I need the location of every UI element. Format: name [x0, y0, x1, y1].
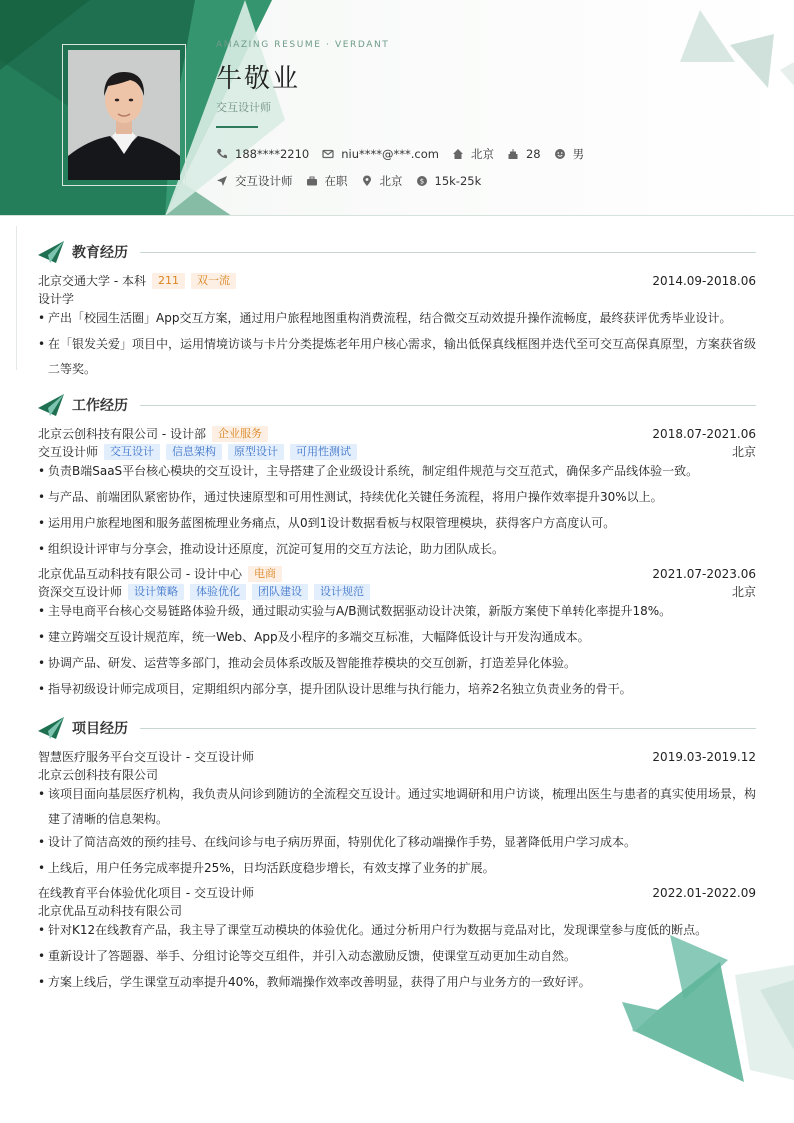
gender-item [554, 146, 585, 162]
skill-tag: 设计策略 [128, 584, 184, 600]
gender-text: 男 [572, 147, 585, 161]
briefcase-icon [306, 175, 318, 187]
age-text: 28 [525, 147, 541, 161]
home-icon [452, 148, 464, 160]
role-underline [216, 126, 258, 128]
project-name: 智慧医疗服务平台交互设计 - 交互设计师 [38, 750, 254, 764]
job-position: 交互设计师 [38, 445, 99, 459]
job-position: 资深交互设计师 [38, 585, 123, 599]
section-title: 工作经历 [72, 398, 128, 414]
section-work-header [38, 394, 756, 416]
email-item [322, 147, 439, 161]
phone-text: 188****2210 [235, 147, 310, 161]
company-name: 北京云创科技有限公司 - 设计部 [38, 427, 206, 441]
age-item [507, 147, 541, 161]
company-name: 北京优品互动科技有限公司 - 设计中心 [38, 567, 242, 581]
phone-item [216, 147, 309, 161]
target-role-text: 交互设计师 [235, 174, 293, 188]
project-org: 北京云创科技有限公司 [38, 768, 159, 782]
section-education-header [38, 241, 756, 263]
industry-tag: 电商 [248, 566, 282, 582]
project-org-row [38, 766, 756, 783]
salary-text: 15k-25k [434, 174, 482, 188]
list-item: • 负责B端SaaS平台核心模块的交互设计，主导搭建了企业级设计系统，制定组件规范与交互范式，确保多产品线体验一致。 [38, 459, 756, 484]
cake-icon [507, 148, 519, 160]
list-item: • 与产品、前端团队紧密协作，通过快速原型和可用性测试，持续优化关键任务流程，将用户操作效率提升30%以上。 [38, 485, 756, 510]
profile-photo [68, 50, 180, 180]
city-item [452, 146, 494, 162]
project-org-row [38, 902, 756, 919]
resume-header [0, 0, 794, 216]
project-entry-header [38, 748, 756, 765]
section-divider [140, 405, 756, 406]
skill-tag: 交互设计 [104, 444, 160, 460]
list-item: • 产出「校园生活圈」App交互方案，通过用户旅程地图重构消费流程，结合微交互动效提升操作流畅度，最终获评优秀毕业设计。 [38, 306, 756, 331]
job-date: 2018.07-2021.06 [652, 426, 756, 441]
status-text: 在职 [324, 174, 348, 188]
candidate-role: 交互设计师 [216, 101, 271, 114]
school-name: 北京交通大学 - 本科 [38, 274, 146, 288]
job-date: 2021.07-2023.06 [652, 566, 756, 581]
job-entry-header [38, 425, 756, 442]
job-intent-row [216, 173, 494, 189]
list-item: • 在「银发关爱」项目中，运用情境访谈与卡片分类提炼老年用户核心需求，输出低保真线框图并迭代至可交互高保真原型，方案获省级二等奖。 [38, 332, 756, 382]
skill-tag: 体验优化 [190, 584, 246, 600]
contact-row [216, 146, 597, 162]
project-entry-header [38, 884, 756, 901]
skill-tag: 设计规范 [314, 584, 370, 600]
list-item: • 运用用户旅程地图和服务蓝图梳理业务痛点，从0到1设计数据看板与权限管理模块，获得客户方高度认可。 [38, 511, 756, 536]
email-text: niu****@***.com [341, 147, 439, 161]
school-tag: 211 [152, 273, 185, 289]
section-title: 项目经历 [72, 721, 128, 737]
project-date: 2019.03-2019.12 [652, 749, 756, 764]
side-divider [16, 226, 17, 370]
job-entry-header [38, 565, 756, 582]
candidate-name: 牛敬业 [216, 64, 301, 94]
school-tag: 双一流 [191, 273, 236, 289]
job-position-row [38, 583, 756, 600]
education-major: 设计学 [38, 292, 75, 306]
list-item: • 上线后，用户任务完成率提升25%，日均活跃度稳步增长，有效支撑了业务的扩展。 [38, 856, 756, 881]
footer-decoration [600, 920, 794, 1120]
phone-icon [216, 148, 228, 160]
resume-tagline: AMAZING RESUME · VERDANT [216, 40, 390, 50]
skill-tag: 团队建设 [252, 584, 308, 600]
skill-tag: 信息架构 [166, 444, 222, 460]
status-item [306, 173, 348, 189]
target-city-text: 北京 [379, 174, 403, 188]
job-position-row [38, 443, 756, 460]
paper-plane-icon [38, 241, 64, 263]
skill-tag: 可用性测试 [290, 444, 357, 460]
salary-item [416, 174, 482, 188]
city-text: 北京 [470, 147, 494, 161]
list-item: • 该项目面向基层医疗机构，我负责从问诊到随访的全流程交互设计。通过实地调研和用户访谈，梳理出医生与患者的真实使用场景，构建了清晰的信息架构。 [38, 782, 756, 832]
mail-icon [322, 148, 334, 160]
coin-icon [416, 175, 428, 187]
list-item: • 方案上线后，学生课堂互动率提升40%，教师端操作效率改善明显，获得了用户与业务方的一致好评。 [38, 970, 756, 995]
target-city-item [361, 173, 403, 189]
job-location: 北京 [731, 445, 756, 459]
education-major-row [38, 290, 756, 307]
list-item: • 设计了简洁高效的预约挂号、在线问诊与电子病历界面，特别优化了移动端操作手势，显著降低用户学习成本。 [38, 830, 756, 855]
skill-tag: 原型设计 [228, 444, 284, 460]
list-item: • 主导电商平台核心交易链路体验升级，通过眼动实验与A/B测试数据驱动设计决策，新版方案使下单转化率提升18%。 [38, 599, 756, 624]
section-divider [140, 252, 756, 253]
section-divider [140, 728, 756, 729]
list-item: • 建立跨端交互设计规范库，统一Web、App及小程序的多端交互标准，大幅降低设计与开发沟通成本。 [38, 625, 756, 650]
svg-text:$: $ [419, 177, 424, 186]
target-role-item [216, 173, 293, 189]
location-pin-icon [361, 175, 373, 187]
project-name: 在线教育平台体验优化项目 - 交互设计师 [38, 886, 254, 900]
list-item: • 指导初级设计师完成项目，定期组织内部分享，提升团队设计思维与执行能力，培养2名独立负责业务的骨干。 [38, 677, 756, 702]
list-item: • 协调产品、研发、运营等多部门，推动会员体系改版及智能推荐模块的交互创新，打造差异化体验。 [38, 651, 756, 676]
list-item: • 组织设计评审与分享会，推动设计还原度，沉淀可复用的交互方法论，助力团队成长。 [38, 537, 756, 562]
education-date: 2014.09-2018.06 [652, 273, 756, 288]
section-projects-header [38, 717, 756, 739]
section-title: 教育经历 [72, 245, 128, 261]
paper-plane-icon [38, 717, 64, 739]
project-date: 2022.01-2022.09 [652, 885, 756, 900]
industry-tag: 企业服务 [212, 426, 268, 442]
paper-plane-icon [38, 394, 64, 416]
job-location: 北京 [731, 585, 756, 599]
smile-icon [554, 148, 566, 160]
education-entry-header [38, 272, 756, 289]
send-icon [216, 175, 228, 187]
project-org: 北京优品互动科技有限公司 [38, 904, 183, 918]
list-item: • 针对K12在线教育产品，我主导了课堂互动模块的体验优化。通过分析用户行为数据与竞品对比，发现课堂参与度低的断点。 [38, 918, 756, 943]
list-item: • 重新设计了答题器、举手、分组讨论等交互组件，并引入动态激励反馈，使课堂互动更加生动自然。 [38, 944, 756, 969]
